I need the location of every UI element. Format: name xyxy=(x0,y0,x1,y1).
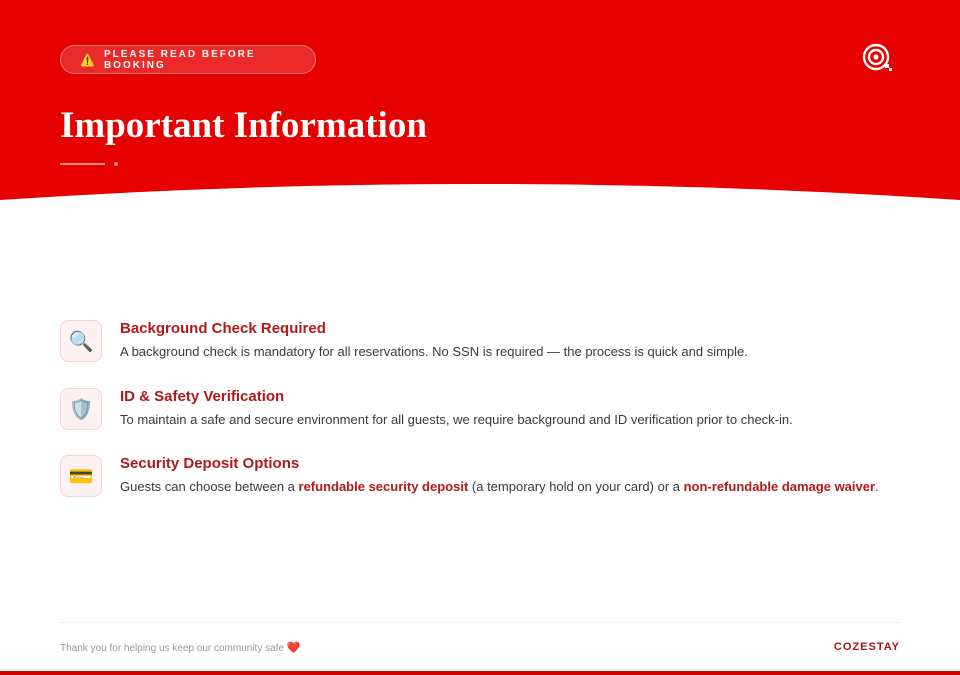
bottom-accent-bar xyxy=(0,671,960,675)
shield-icon: 🛡️ xyxy=(60,388,102,430)
info-item-background-check xyxy=(60,320,910,365)
brand-logo-icon xyxy=(860,42,894,76)
footer-brand: COZESTAY xyxy=(833,641,900,653)
header-banner xyxy=(0,0,960,210)
credit-card-icon: 💳 xyxy=(60,455,102,497)
highlight-damage-waiver: non-refundable damage waiver xyxy=(683,479,876,494)
warning-icon: ⚠️ xyxy=(80,52,95,67)
notice-badge xyxy=(60,45,316,74)
info-item-title: Background Check Required xyxy=(120,320,326,337)
info-item-id-verification xyxy=(60,388,910,433)
info-item-text: A background check is mandatory for all reservations. No SSN is required — the process is quick and simple. xyxy=(120,344,748,359)
info-item-title: ID & Safety Verification xyxy=(120,388,285,405)
magnifying-glass-icon: 🔍 xyxy=(60,320,102,362)
info-item-security-deposit xyxy=(60,455,910,500)
heart-icon: ❤️ xyxy=(286,642,301,654)
info-item-text: Guests can choose between a refundable security deposit (a temporary hold on your card) or a non-refundable damage waiver. xyxy=(120,479,879,494)
highlight-refundable-deposit: refundable security deposit xyxy=(298,479,469,494)
footer-thanks: Thank you for helping us keep our community safe ❤️ xyxy=(60,642,301,654)
info-item-title: Security Deposit Options xyxy=(120,455,300,472)
info-item-text: To maintain a safe and secure environment for all guests, we require background and ID verification prior to check-in. xyxy=(120,412,793,427)
title-underline xyxy=(60,163,105,165)
footer-divider xyxy=(60,622,900,623)
notice-label: PLEASE READ BEFORE BOOKING xyxy=(103,48,256,71)
title-dot xyxy=(114,162,118,166)
page-title: Important Information xyxy=(60,105,427,146)
